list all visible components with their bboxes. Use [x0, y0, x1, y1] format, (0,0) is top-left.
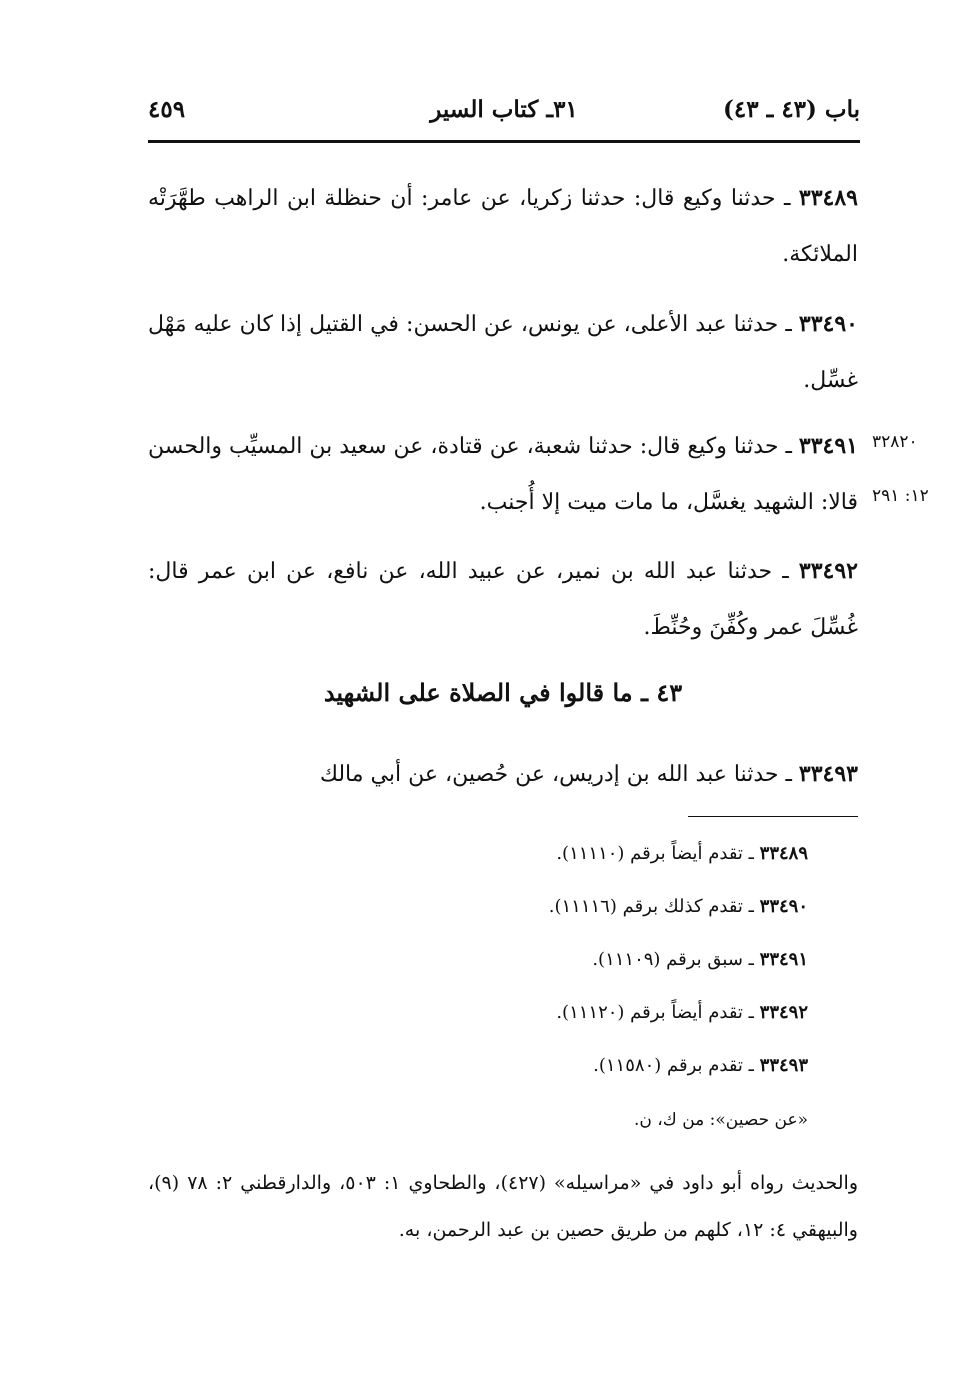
footnote-line — [556, 843, 808, 864]
footnote-line — [549, 896, 808, 917]
footnote-number: ٣٣٤٩١ — [759, 949, 808, 970]
footnote-text: ـ تقدم كذلك برقم (١١١١٦). — [548, 896, 760, 917]
footnote-number: ٣٣٤٨٩ — [759, 843, 808, 864]
chapter-range: باب (٤٣ ـ ٤٣) — [722, 96, 860, 123]
entry-number: ٣٣٤٩٠ — [798, 311, 858, 337]
book-title: ٣١ـ كتاب السير — [430, 96, 578, 123]
hadith-entry — [148, 296, 858, 409]
footnote-note: «عن حصين»: من ك، ن. — [634, 1110, 808, 1130]
entry-number: ٣٣٤٩٣ — [798, 761, 858, 787]
hadith-entry — [148, 746, 858, 803]
entry-text: ـ حدثنا عبد الله بن إدريس، عن حُصين، عن أبي مالك — [319, 762, 799, 787]
header-rule — [148, 140, 860, 143]
entry-number: ٣٣٤٩٢ — [798, 558, 858, 584]
entry-text: ـ حدثنا عبد الله بن نمير، عن عبيد الله، عن نافع، عن ابن عمر قال: غُسِّلَ عمر وكُفِّنَ وحُنِّطَ. — [148, 559, 858, 640]
section-heading: ٤٣ ـ ما قالوا في الصلاة على الشهيد — [323, 678, 683, 707]
margin-reference: ١٢: ٢٩١ — [872, 486, 929, 506]
page-number: ٤٥٩ — [148, 96, 186, 123]
footnote-line — [556, 1002, 808, 1023]
footnote-text: ـ سبق برقم (١١١٠٩). — [592, 949, 760, 970]
entry-number: ٣٣٤٩١ — [798, 433, 858, 459]
footnote-line — [592, 949, 808, 970]
hadith-entry — [148, 170, 858, 283]
hadith-entry — [148, 543, 858, 656]
footnote-separator — [688, 816, 858, 817]
running-header — [148, 92, 860, 134]
entry-number: ٣٣٤٨٩ — [798, 185, 858, 211]
footnote-number: ٣٣٤٩٣ — [759, 1055, 808, 1076]
margin-reference: ٣٢٨٢٠ — [872, 432, 918, 452]
entry-text: ـ حدثنا وكيع قال: حدثنا زكريا، عن عامر: أن حنظلة ابن الراهب طهَّرَتْه الملائكة. — [148, 186, 858, 267]
hadith-entry — [148, 418, 858, 531]
entry-text: ـ حدثنا وكيع قال: حدثنا شعبة، عن قتادة، عن سعيد بن المسيِّب والحسن قالا: الشهيد يغسَّل، ما مات ميت إلا أُجنب. — [148, 434, 858, 515]
footnote-line — [593, 1055, 808, 1076]
footnote-number: ٣٣٤٩٠ — [759, 896, 808, 917]
footnote-number: ٣٣٤٩٢ — [759, 1002, 808, 1023]
footnote-paragraph: والحديث رواه أبو داود في «مراسيله» (٤٢٧)، والطحاوي ١: ٥٠٣، والدارقطني ٢: ٧٨ (٩)، والبيهقي ٤: ١٢، كلهم من طريق حصين بن عبد الرحمن، به. — [148, 1172, 858, 1241]
entry-text: ـ حدثنا عبد الأعلى، عن يونس، عن الحسن: في القتيل إذا كان عليه مَهْل غسِّل. — [148, 312, 858, 393]
footnote-text: ـ تقدم برقم (١١٥٨٠). — [593, 1055, 760, 1076]
footnote-text: ـ تقدم أيضاً برقم (١١١١٠). — [556, 843, 760, 864]
footnote-text: ـ تقدم أيضاً برقم (١١١٢٠). — [556, 1002, 760, 1023]
